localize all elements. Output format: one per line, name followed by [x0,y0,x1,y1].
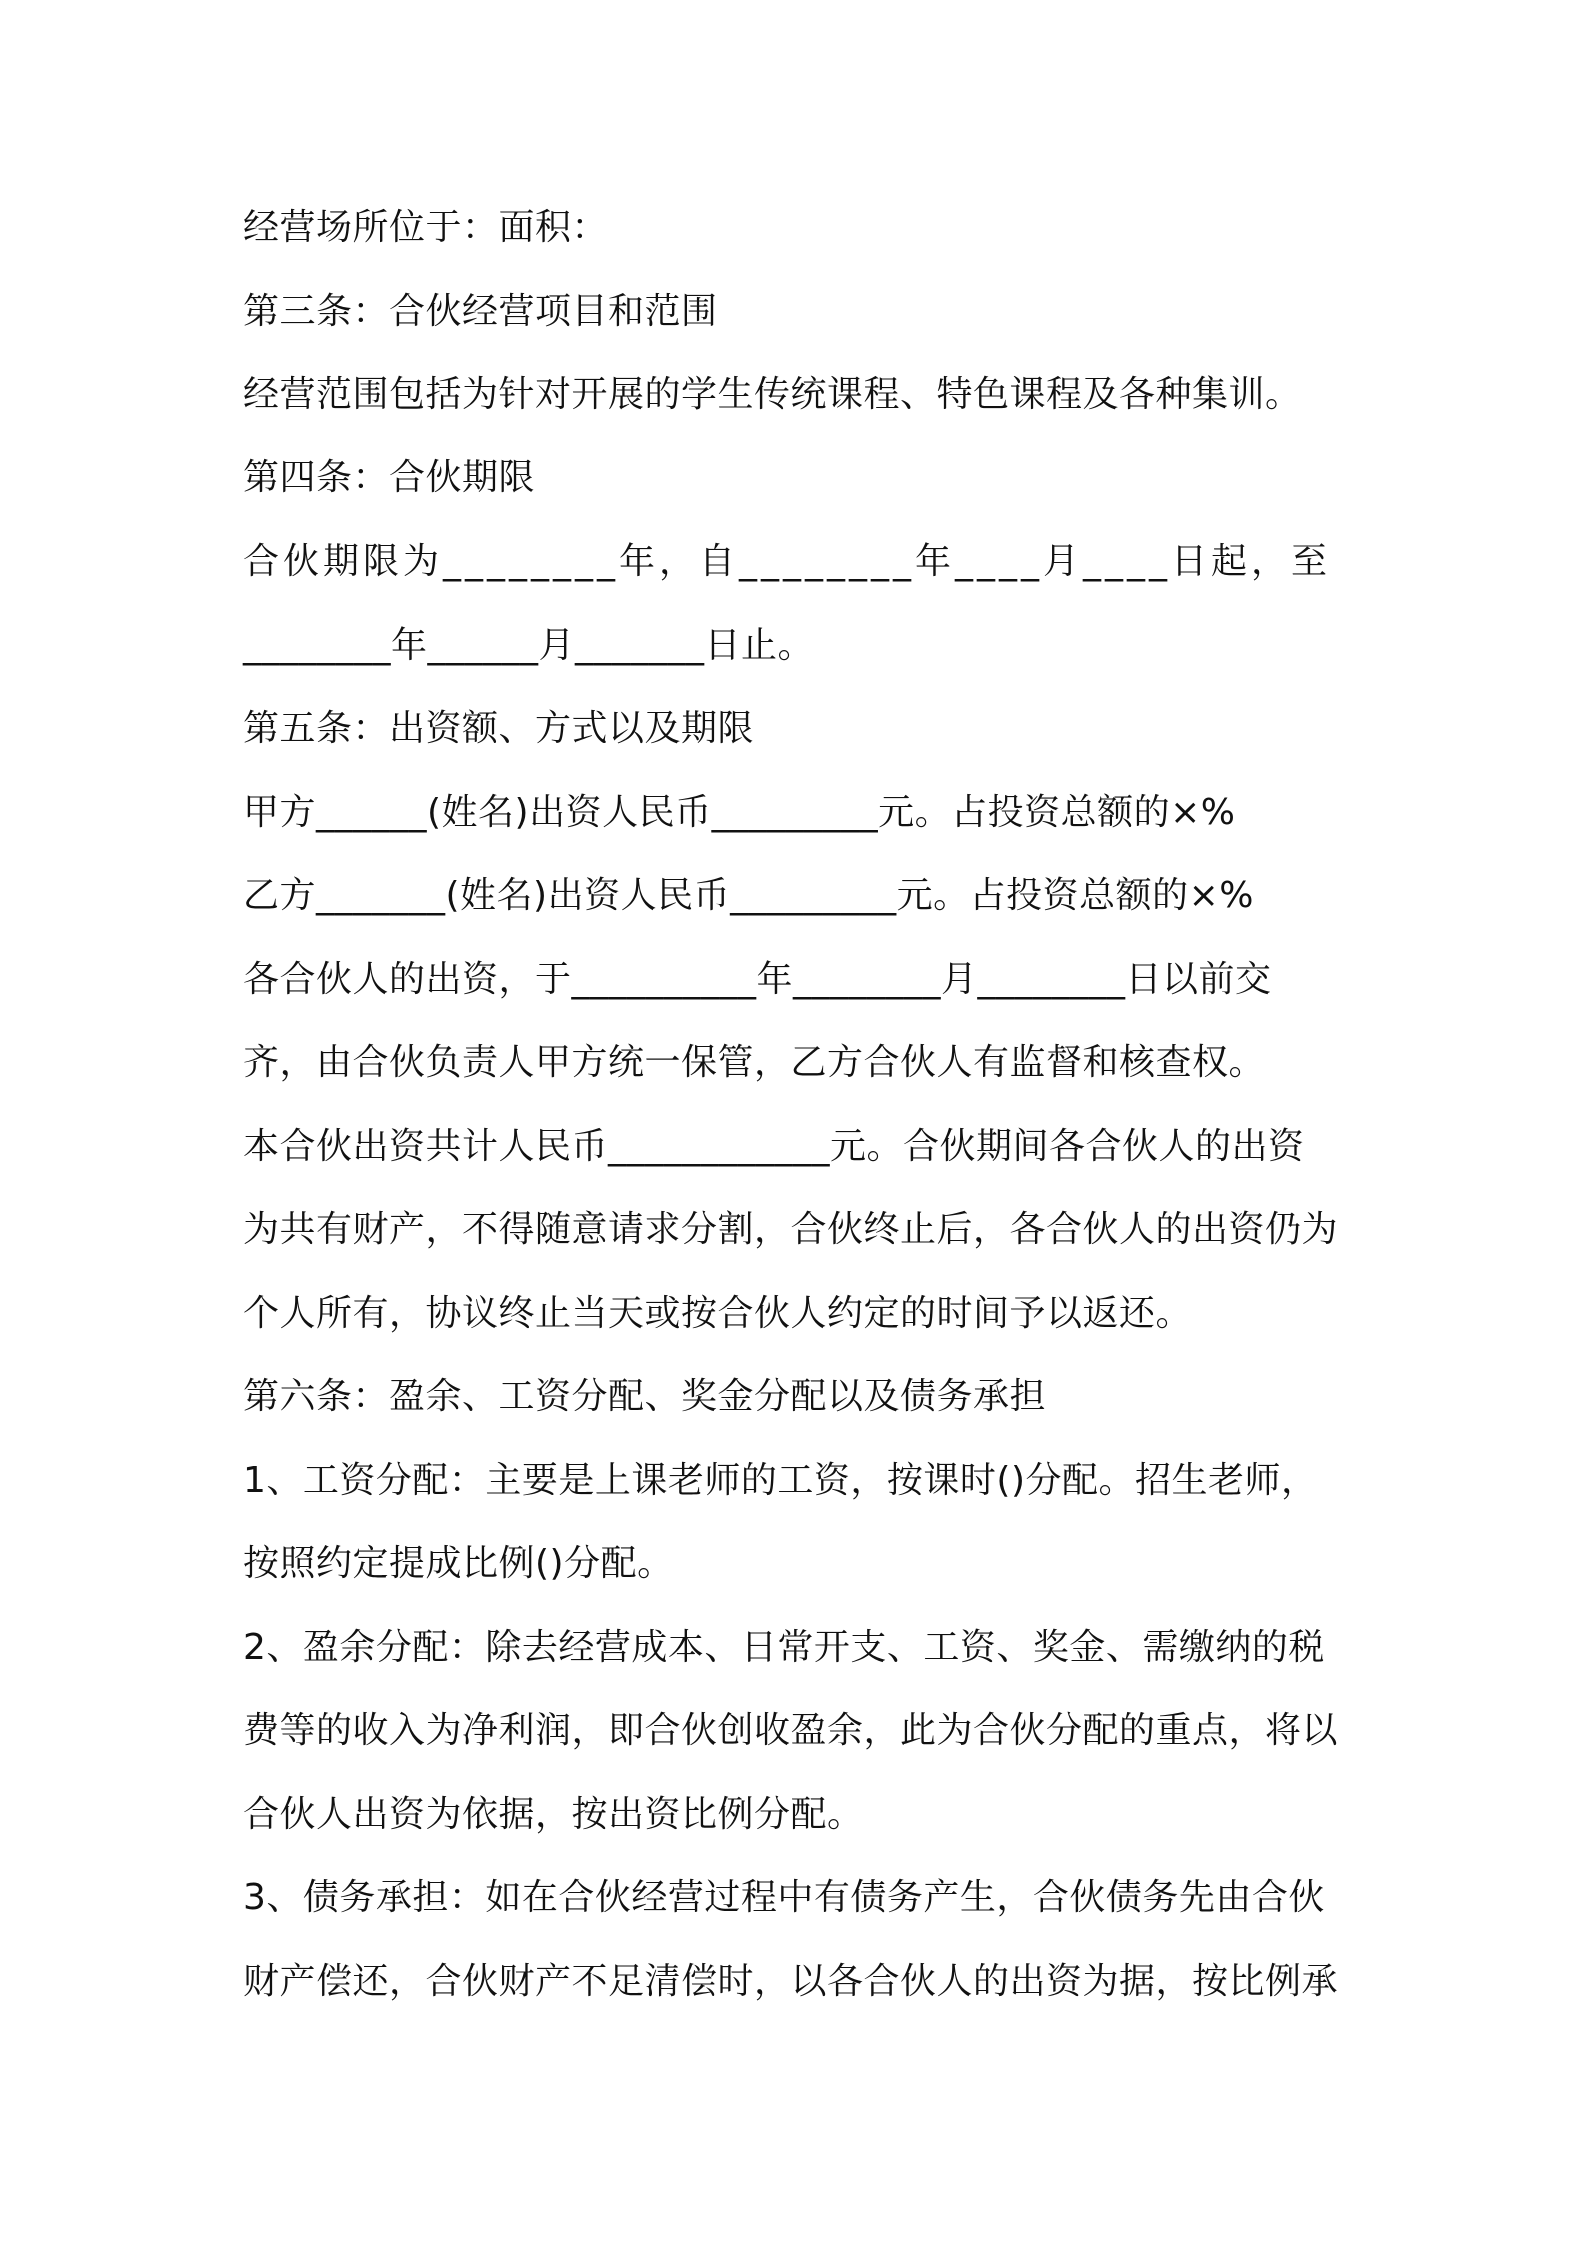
text-line: 2、盈余分配：除去经营成本、日常开支、工资、奖金、需缴纳的税 [243,1627,1325,1668]
text-line: 为共有财产，不得随意请求分割，合伙终止后，各合伙人的出资仍为 [243,1209,1339,1250]
text-line: ________年______月_______日止。 [243,625,815,666]
text-line: 个人所有，协议终止当天或按合伙人约定的时间予以返还。 [243,1293,1193,1334]
text-line: 各合伙人的出资，于__________年________月________日以前交 [243,959,1272,1000]
text-line: 按照约定提成比例()分配。 [243,1543,674,1584]
article-heading: 第六条：盈余、工资分配、奖金分配以及债务承担 [243,1376,1047,1417]
text-line: 合伙期限为________年，自________年____月____日起，至 [243,541,1332,582]
text-line: 经营范围包括为针对开展的学生传统课程、特色课程及各种集训。 [243,374,1302,415]
text-line: 甲方______(姓名)出资人民币_________元。占投资总额的×% [243,792,1236,833]
text-line: 费等的收入为净利润，即合伙创收盈余，此为合伙分配的重点，将以 [243,1710,1339,1751]
text-line: 合伙人出资为依据，按出资比例分配。 [243,1794,864,1835]
text-line: 财产偿还，合伙财产不足清偿时，以各合伙人的出资为据，按比例承 [243,1961,1339,2002]
text-line: 本合伙出资共计人民币____________元。合伙期间各合伙人的出资 [243,1126,1305,1167]
text-line: 1、工资分配：主要是上课老师的工资，按课时()分配。招生老师， [243,1460,1318,1501]
text-line: 经营场所位于：面积： [243,207,609,248]
text-line: 3、债务承担：如在合伙经营过程中有债务产生，合伙债务先由合伙 [243,1877,1325,1918]
article-heading: 第三条：合伙经营项目和范围 [243,291,718,332]
text-line: 齐，由合伙负责人甲方统一保管，乙方合伙人有监督和核查权。 [243,1042,1266,1083]
text-line: 乙方_______(姓名)出资人民币_________元。占投资总额的×% [243,875,1254,916]
article-heading: 第五条：出资额、方式以及期限 [243,708,755,749]
article-heading: 第四条：合伙期限 [243,457,536,498]
